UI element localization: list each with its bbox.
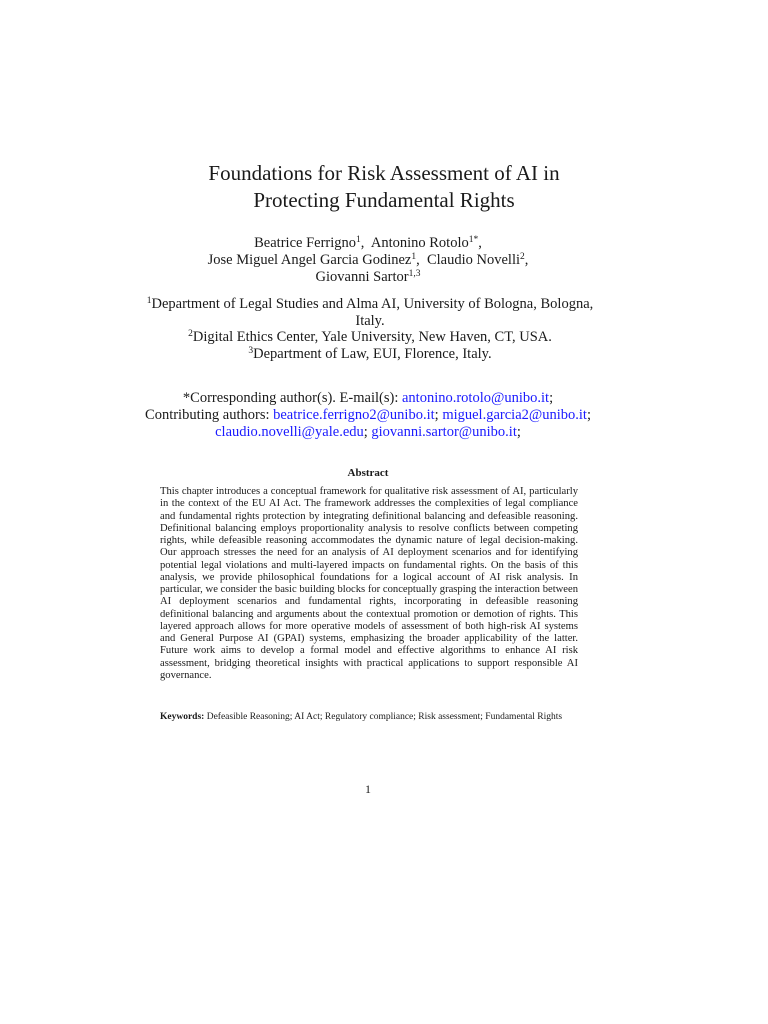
author: Giovanni Sartor$^{1,3}$ [315, 269, 421, 285]
affiliation: $^3$Department of Law, EUI, Florence, Italy. [248, 345, 492, 362]
affiliation: $^2$Digital Ethics Center, Yale University, New Haven, CT, USA. [188, 329, 552, 345]
keywords-text: Defeasible Reasoning; AI Act; Regulatory compliance; Risk assessment; Fundamental Rights [206, 712, 563, 722]
author: Beatrice Ferrigno$^1$ [254, 235, 361, 251]
abstract-heading: Abstract [347, 467, 389, 479]
contributing-line: Contributing authors: beatrice.ferrigno2@unibo.it; miguel.garcia2@unibo.it; [145, 407, 591, 423]
title-line: Foundations for Risk Assessment of AI in [208, 161, 560, 185]
affiliation: $^1$Department of Legal Studies and Alma AI, University of Bologna, Bologna, Italy. [146, 296, 594, 329]
author-line: Beatrice Ferrigno$^1$, Antonino Rotolo$^{1*}$, [254, 235, 482, 251]
author: Jose Miguel Angel Garcia Godinez$^1$ [207, 252, 417, 268]
email-link[interactable]: antonino.rotolo@unibo.it [401, 390, 550, 406]
keywords-label: Keywords: [160, 712, 205, 722]
email-link[interactable]: giovanni.sartor@unibo.it [371, 424, 517, 440]
page-number: 1 [365, 782, 371, 796]
title-line: Protecting Fundamental Rights [253, 188, 515, 212]
contributing-label: Contributing authors: [145, 407, 270, 423]
email-link[interactable]: beatrice.ferrigno2@unibo.it [273, 407, 435, 423]
author: Antonino Rotolo$^{1*}$ [370, 235, 479, 251]
author-line: Jose Miguel Angel Garcia Godinez$^1$, Claudio Novelli$^2$, [207, 252, 529, 268]
abstract-body: This chapter introduces a conceptual framework for qualitative risk assessment of AI, particularly in the context of the EU AI Act. The framework addresses the complexities of legal compliance and fundamental rights protection by integrating definitional balancing and defeasible reasoning. Definitional balancing employs proportionality analysis to resolve conflicts between competing rights, while defeasible reasoning accommodates the dynamic nature of legal decision-making. Our approach stresses the need for an analysis of AI deployment scenarios and for identifying potential legal violations and multi-layered impacts on fundamental rights. On the basis of this analysis, we provide philosophical foundations for a logical account of AI risk analysis. In particular, we consider the basic building blocks for conceptually grasping the interaction between AI deployment scenarios and fundamental rights, incorporating in defeasible reasoning definitional balancing and arguments about the contextual promotion or demotion of rights. This layered approach allows for more operative models of assessment of both high-risk AI systems and General Purpose AI (GPAI) systems, emphasizing the broader applicability of the latter. Future work aims to develop a formal model and effective algorithms to enhance AI risk assessment, bridging theoretical insights with practical applications to support responsible AI governance. [160, 486, 578, 681]
email-link[interactable]: miguel.garcia2@unibo.it [442, 407, 587, 423]
corresponding-line: *Corresponding author(s). E-mail(s): antonino.rotolo@unibo.it; [182, 390, 554, 406]
contributing-line: claudio.novelli@yale.edu; giovanni.sartor@unibo.it; [215, 424, 521, 440]
author: Claudio Novelli$^2$ [426, 252, 525, 268]
email-link[interactable]: claudio.novelli@yale.edu [215, 424, 364, 440]
author-line [0, 269, 736, 286]
paper-title [0, 160, 768, 214]
corresponding-label: *Corresponding author(s). E-mail(s): [182, 390, 399, 406]
keywords [160, 711, 578, 723]
author-list [0, 235, 736, 286]
contact-info [0, 390, 736, 441]
affiliation-list [145, 296, 595, 362]
